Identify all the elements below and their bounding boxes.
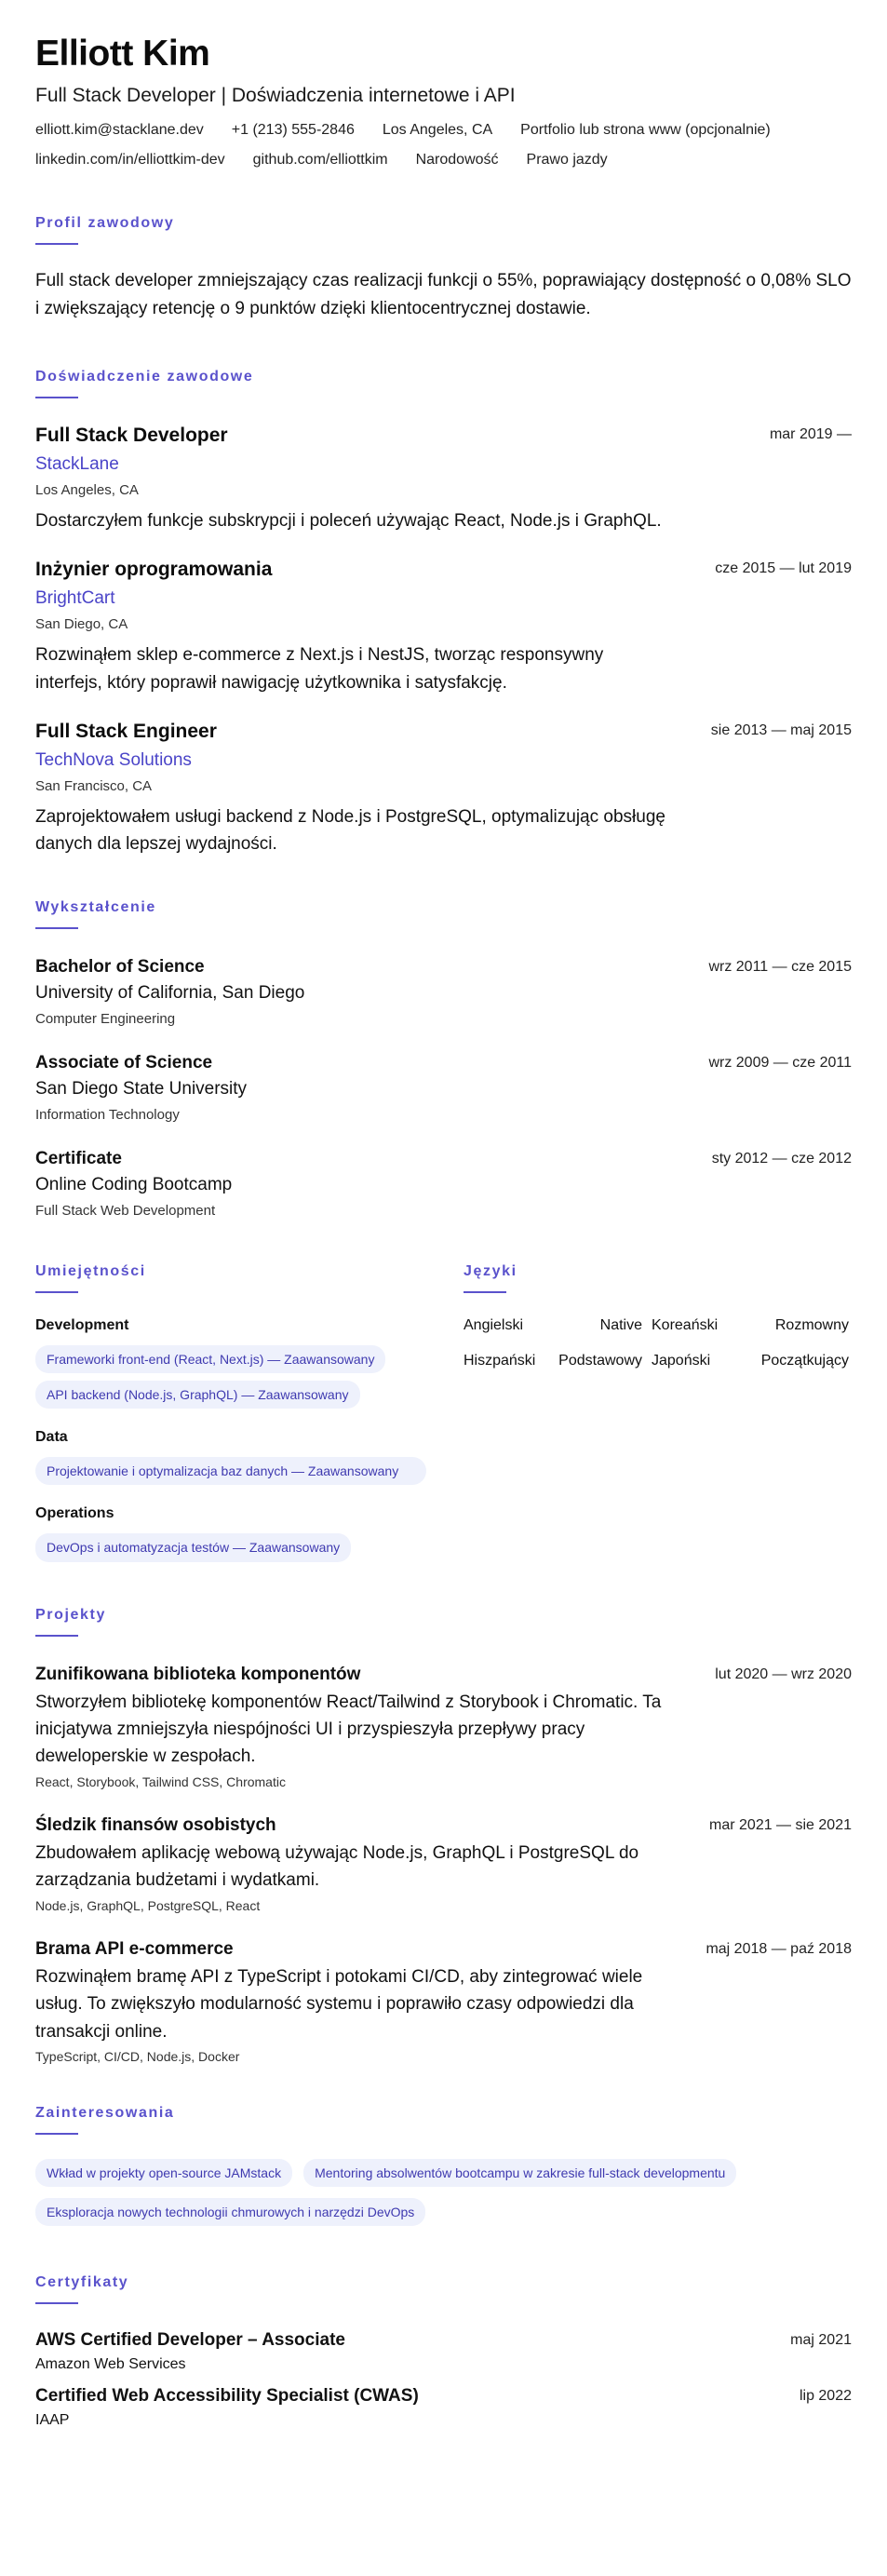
job-company: TechNova Solutions — [35, 749, 192, 770]
education-item — [35, 1053, 852, 1123]
education-degree: Certificate — [35, 1148, 122, 1168]
education-school: San Diego State University — [35, 1078, 248, 1099]
job-company: StackLane — [35, 453, 119, 474]
section-divider — [35, 1291, 78, 1293]
project-title: Brama API e-commerce — [35, 1938, 234, 1959]
education-degree: Bachelor of Science — [35, 956, 205, 977]
job-dates: sie 2013 — maj 2015 — [710, 722, 852, 738]
skill-chip: DevOps i automatyzacja testów — Zaawansowany — [35, 1533, 351, 1561]
certificate-date: maj 2021 — [790, 2332, 852, 2349]
project-item — [35, 1939, 852, 2064]
section-divider — [35, 2302, 78, 2304]
languages-section — [464, 1263, 850, 1570]
project-item — [35, 1815, 852, 1913]
project-title: Zunifikowana biblioteka komponentów — [35, 1664, 361, 1684]
interest-chip: Wkład w projekty open-source JAMstack — [35, 2159, 292, 2187]
skills-languages-row — [35, 1263, 852, 1570]
contact-location: Los Angeles, CA — [382, 121, 493, 138]
section-title: Języki — [464, 1262, 517, 1279]
education-dates: wrz 2011 — cze 2015 — [708, 958, 852, 975]
section-title: Wykształcenie — [35, 898, 156, 915]
project-description: Stworzyłem bibliotekę komponentów React/Tailwind z Storybook i Chromatic. Ta inicjatywa zmniejszyła niespójności UI i przyspieszyła przepływy pracy deweloperskie w zespołach. — [35, 1692, 662, 1767]
skill-chip: API backend (Node.js, GraphQL) — Zaawansowany — [35, 1381, 360, 1409]
certificate-issuer: IAAP — [35, 2412, 70, 2429]
certificate-item — [35, 2330, 852, 2373]
project-tech: React, Storybook, Tailwind CSS, Chromatic — [35, 1774, 286, 1789]
skill-chip-list — [35, 1533, 464, 1569]
experience-item — [35, 559, 852, 696]
section-divider — [35, 1635, 78, 1637]
education-field: Computer Engineering — [35, 1010, 176, 1027]
job-location: San Diego, CA — [35, 616, 128, 633]
contact-driving-license: Prawo jazdy — [526, 151, 608, 168]
education-dates: sty 2012 — cze 2012 — [711, 1150, 852, 1167]
project-item — [35, 1665, 852, 1789]
job-description: Rozwinąłem sklep e-commerce z Next.js i NestJS, tworząc responsywny interfejs, który poprawił nawigację użytkownika i satysfakcję. — [35, 645, 604, 693]
project-title: Śledzik finansów osobistych — [35, 1814, 276, 1835]
education-section — [35, 899, 852, 1219]
section-divider — [35, 243, 78, 245]
education-item — [35, 1149, 852, 1219]
contact-github[interactable]: github.com/elliottkim — [252, 151, 388, 168]
section-divider — [35, 2133, 78, 2135]
education-school: University of California, San Diego — [35, 982, 305, 1003]
contact-portfolio[interactable]: Portfolio lub strona www (opcjonalnie) — [520, 121, 771, 138]
contact-row-secondary — [35, 152, 852, 169]
project-tech: TypeScript, CI/CD, Node.js, Docker — [35, 2049, 240, 2065]
language-name: Koreański — [652, 1316, 719, 1333]
section-title: Umiejętności — [35, 1262, 146, 1279]
contact-email[interactable]: elliott.kim@stacklane.dev — [35, 121, 204, 138]
certificate-name: AWS Certified Developer – Associate — [35, 2330, 345, 2351]
job-dates: cze 2015 — lut 2019 — [715, 560, 852, 577]
language-name: Hiszpański — [464, 1352, 536, 1369]
certificates-section — [35, 2274, 852, 2429]
job-dates: mar 2019 — — [769, 425, 852, 442]
section-divider — [35, 927, 78, 929]
experience-section — [35, 369, 852, 858]
job-description: Zaprojektowałem usługi backend z Node.js i PostgreSQL, optymalizując obsługę danych dla lepszej wydajności. — [35, 806, 665, 855]
education-degree: Associate of Science — [35, 1052, 213, 1072]
contact-row-primary — [35, 122, 852, 139]
language-level: Rozmowny — [774, 1316, 849, 1333]
project-description: Zbudowałem aplikację webową używając Node.js, GraphQL i PostgreSQL do zarządzania budżetami i wydatkami. — [35, 1842, 639, 1891]
project-dates: lut 2020 — wrz 2020 — [715, 1666, 852, 1682]
summary-text: Full stack developer zmniejszający czas realizacji funkcji o 55%, poprawiający dostępność o 0,08% SLO i zwiększający retencję o 9 punktów dzięki klientocentrycznej dostawie. — [35, 270, 852, 319]
interest-chip: Mentoring absolwentów bootcampu w zakresie full-stack developmentu — [303, 2159, 736, 2187]
certificate-issuer: Amazon Web Services — [35, 2356, 186, 2373]
skill-chip: Frameworki front-end (React, Next.js) — Zaawansowany — [35, 1345, 385, 1373]
project-tech: Node.js, GraphQL, PostgreSQL, React — [35, 1897, 261, 1913]
section-title: Profil zawodowy — [35, 214, 175, 231]
candidate-name: Elliott Kim — [35, 34, 210, 74]
project-description: Rozwinąłem bramę API z TypeScript i potokami CI/CD, aby zintegrować wiele usług. To zwiększyło modularność systemu i poprawiło czasy odpowiedzi dla transakcji online. — [35, 1966, 643, 2042]
summary-section — [35, 215, 852, 324]
contact-phone[interactable]: +1 (213) 555-2846 — [231, 121, 355, 138]
languages-grid — [464, 1317, 850, 1369]
certificate-name: Certified Web Accessibility Specialist (CWAS) — [35, 2386, 419, 2407]
experience-item — [35, 425, 852, 534]
interest-chip-list — [35, 2159, 852, 2237]
experience-item — [35, 721, 852, 858]
skill-chip: Projektowanie i optymalizacja baz danych — Zaawansowany — [35, 1457, 426, 1485]
certificate-item — [35, 2386, 852, 2429]
education-field: Information Technology — [35, 1106, 180, 1123]
job-title: Full Stack Engineer — [35, 720, 217, 742]
skill-group-title: Development — [35, 1316, 129, 1333]
project-dates: mar 2021 — sie 2021 — [709, 1816, 852, 1833]
job-company: BrightCart — [35, 588, 115, 609]
section-title: Zainteresowania — [35, 2105, 175, 2122]
skill-chip-list — [35, 1345, 464, 1416]
section-title: Doświadczenie zawodowe — [35, 368, 254, 384]
education-item — [35, 957, 852, 1027]
section-divider — [464, 1291, 506, 1293]
certificate-date: lip 2022 — [799, 2388, 852, 2405]
contact-nationality: Narodowość — [415, 151, 499, 168]
contact-linkedin[interactable]: linkedin.com/in/elliottkim-dev — [35, 151, 225, 168]
section-title: Certyfikaty — [35, 2274, 129, 2291]
skill-group-title: Data — [35, 1429, 68, 1446]
job-location: Los Angeles, CA — [35, 481, 139, 498]
project-dates: maj 2018 — paź 2018 — [706, 1940, 852, 1957]
job-location: San Francisco, CA — [35, 777, 153, 794]
section-divider — [35, 397, 78, 398]
education-dates: wrz 2009 — cze 2011 — [708, 1054, 852, 1071]
interest-chip: Eksploracja nowych technologii chmurowych i narzędzi DevOps — [35, 2198, 425, 2226]
skill-group-title: Operations — [35, 1505, 114, 1522]
section-title: Projekty — [35, 1606, 106, 1623]
job-description: Dostarczyłem funkcje subskrypcji i poleceń używając React, Node.js i GraphQL. — [35, 510, 662, 531]
interests-section — [35, 2105, 852, 2237]
candidate-headline: Full Stack Developer | Doświadczenia internetowe i API — [35, 84, 516, 106]
education-field: Full Stack Web Development — [35, 1202, 216, 1219]
education-school: Online Coding Bootcamp — [35, 1174, 233, 1194]
language-name: Angielski — [464, 1316, 524, 1333]
language-level: Początkujący — [760, 1352, 849, 1369]
resume-header — [35, 34, 852, 169]
job-title: Inżynier oprogramowania — [35, 559, 273, 581]
skill-chip-list — [35, 1457, 464, 1492]
language-name: Japoński — [652, 1352, 711, 1369]
skills-section — [35, 1263, 464, 1570]
language-level: Podstawowy — [558, 1352, 642, 1369]
language-level: Native — [599, 1316, 642, 1333]
job-title: Full Stack Developer — [35, 424, 228, 446]
projects-section — [35, 1607, 852, 2065]
